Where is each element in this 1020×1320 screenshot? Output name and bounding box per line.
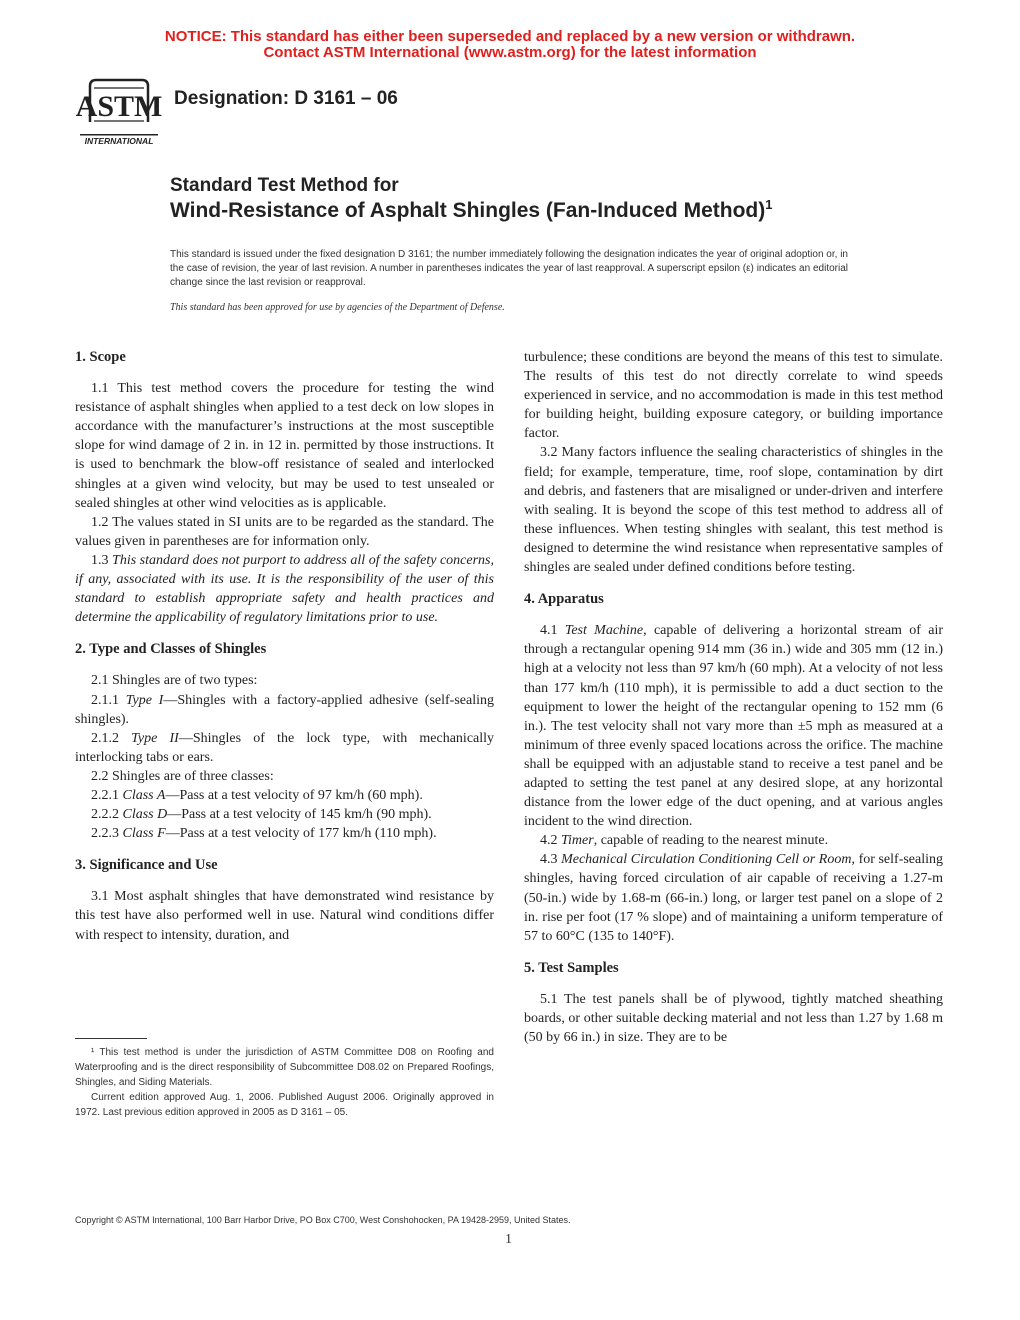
section-heading-scope: 1. Scope [75,349,126,365]
issued-notice: This standard is issued under the fixed designation D 3161; the number immediately following the designation indicates the year of original adoption or, in the case of revision, the year of last revision. A number in parentheses indicates the year of last reapproval. A superscript epsilon (ε) indicates an editorial change since the last revision or reapproval. [170,249,848,288]
paragraph-1-3: 1.3 This standard does not purport to address all of the safety concerns, if any, associated with its use. It is the responsibility of the user of this standard to establish appropriate safety and health practices and determine the applicability of regulatory limitations prior to use. [75,552,494,626]
footnote-rule [75,1038,147,1039]
paragraph-1-1: 1.1 This test method covers the procedure for testing the wind resistance of asphalt shingles when applied to a test deck on low slopes in accordance with the manufacturer’s instructions at the most susceptible slope for wind damage of 2 in. in 12 in. permitted by those instructions. It is used to benchmark the blow-off resistance of sealed and interlocked shingles at a given wind velocity, but may be used to test unsealed or sealed shingles at other wind velocities as is applicable. [75,381,494,511]
paragraph-2-2: 2.2 Shingles are of three classes: [91,768,274,784]
notice-line-1: NOTICE: This standard has either been superseded and replaced by a new version or withdrawn. [164,28,856,45]
astm-logo [76,74,162,148]
paragraph-1-2: 1.2 The values stated in SI units are to be regarded as the standard. The values given in parentheses are for information only. [75,514,494,549]
copyright: Copyright © ASTM International, 100 Barr Harbor Drive, PO Box C700, West Conshohocken, PA 19428-2959, United States. [75,1215,571,1225]
paragraph-2-1-2: 2.1.2 Type II—Shingles of the lock type, with mechanically interlocking tabs or ears. [75,730,495,765]
paragraph-2-2-1: 2.2.1 Class A—Pass at a test velocity of 97 km/h (60 mph). [91,787,423,803]
paragraph-2-1-1: 2.1.1 Type I—Shingles with a factory-applied adhesive (self-sealing shingles). [75,692,494,727]
footnote-1: ¹ This test method is under the jurisdiction of ASTM Committee D08 on Roofing and Waterproofing and is the direct responsibility of Subcommittee D08.02 on Prepared Roofings, Shingles, and Siding Materials. [75,1047,494,1088]
logo-text: ASTM [76,90,162,123]
paragraph-4-3: 4.3 Mechanical Circulation Conditioning Cell or Room, for self-sealing shingles, having forced circulation of air capable of receiving a 1.27-m (50-in.) wide by 1.68-m (66-in.) long, or larger test panel on a slope of 2 in. rise per foot (17 % slope) and of maintaining a uniform temperature of 57 to 60°C (135 to 140°F). [524,852,944,944]
page-number: 1 [505,1232,512,1247]
paragraph-4-1: 4.1 Test Machine, capable of delivering a horizontal stream of air through a rectangular opening 914 mm (36 in.) wide and 305 mm (12 in.) high at a velocity not less than 97 km/h (60 mph). At a velocity of not less than 177 km/h (110 mph), it is permissible to add a duct section to the equipment to lower the height of the rectangular opening to 152 mm (6 in.). The test velocity shall not vary more than ±5 mph as measured at a minimum of three evenly spaced locations across the orifice. The machine shall be equipped with an adjustable stand to receive a test panel and be adapted to setting the test panel at any desired slope, at any horizontal distance from the lower edge of the duct opening, and at various angles incident to the wind direction. [524,623,943,830]
paragraph-3-2: 3.2 Many factors influence the sealing characteristics of shingles in the field; for example, temperature, time, roof slope, contamination by dirt and debris, and fasteners that are misaligned or under-driven and interfere with sealing. It is beyond the scope of this test method to address all of these influences. When testing shingles with sealant, this test method is designed to determine the wind resistance when representative samples of shingles are sealed under defined conditions before testing. [524,445,943,576]
title-text: Wind-Resistance of Asphalt Shingles (Fan-Induced Method) [170,199,766,222]
section-heading-apparatus: 4. Apparatus [524,591,604,608]
dod-notice: This standard has been approved for use by agencies of the Department of Defense. [170,302,505,313]
designation: Designation: D 3161 – 06 [174,88,398,109]
left-column [75,348,494,945]
paragraph-2-1: 2.1 Shingles are of two types: [91,673,258,689]
paragraph-4-2: 4.2 Timer, capable of reading to the nearest minute. [540,833,829,849]
paragraph-2-2-3: 2.2.3 Class F—Pass at a test velocity of 177 km/h (110 mph). [91,826,437,842]
footnote [75,1045,494,1120]
notice-line-2: Contact ASTM International (www.astm.org) for the latest information [263,44,757,61]
paragraph-2-2-2: 2.2.2 Class D—Pass at a test velocity of 145 km/h (90 mph). [91,807,432,823]
paragraph-3-1-continued: turbulence; these conditions are beyond the means of this test to simulate. The results of this test do not directly correlate to wind speeds experienced in service, and no accommodation is made in this test method for building height, building exposure category, or building importance factor. [524,350,943,442]
section-heading-test-samples: 5. Test Samples [524,959,619,976]
section-heading-types: 2. Type and Classes of Shingles [75,641,267,658]
title-footnote-mark: 1 [765,197,773,212]
paragraph-3-1: 3.1 Most asphalt shingles that have demonstrated wind resistance by this test have also performed well in use. Natural wind conditions differ with respect to intensity, duration, and [75,889,494,943]
right-column [524,348,943,1047]
section-heading-significance: 3. Significance and Use [75,857,218,874]
paragraph-5-1: 5.1 The test panels shall be of plywood, tightly matched sheathing boards, or other suitable decking material and not less than 1.27 by 1.68 m (50 by 66 in.) in size. They are to be [524,991,943,1046]
title-line-1: Standard Test Method for [170,175,399,196]
logo-subtext: INTERNATIONAL [84,136,154,146]
title-line-2 [170,199,772,223]
footnote-2: Current edition approved Aug. 1, 2006. Published August 2006. Originally approved in 1972. Last previous edition approved in 2005 as D 3161 – 05. [75,1092,494,1118]
